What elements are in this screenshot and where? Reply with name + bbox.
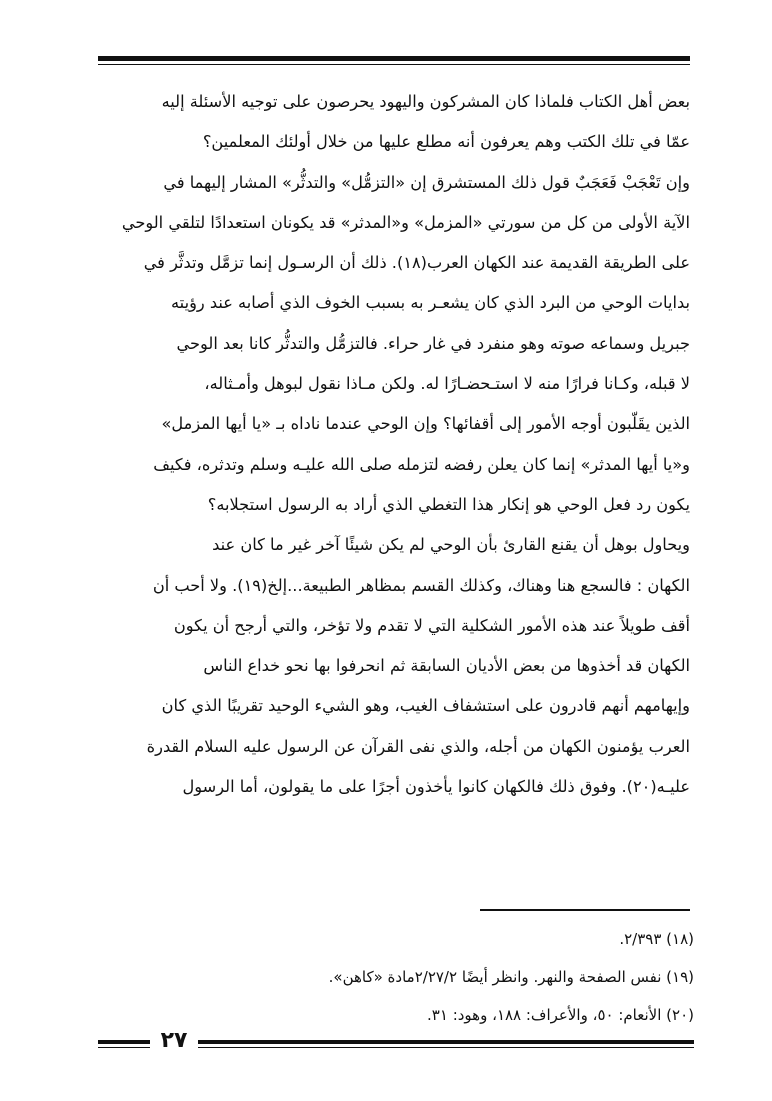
footer-rule-right: [198, 1040, 694, 1044]
text-line: وإن تَعْجَبْ فَعَجَبٌ قول ذلك المستشرق إن «التزمُّل» والتدثُّر» المشار إليهما في: [163, 172, 690, 192]
text-line: العرب يؤمنون الكهان من أجله، والذي نفى القرآن عن الرسول عليه السلام القدرة: [146, 736, 690, 756]
text-line: يكون رد فعل الوحي هو إنكار هذا التغطي الذي أراد به الرسول استجلابه؟: [207, 494, 690, 514]
page-number: ٢٧: [160, 1028, 188, 1053]
text-line: أقف طويلاً عند هذه الأمور الشكلية التي لا تقدم ولا تؤخر، والتي أرجح أن يكون: [173, 615, 690, 635]
text-line: بدايات الوحي من البرد الذي كان يشعـر به بسبب الخوف الذي أصابه عند رؤيته: [171, 293, 690, 313]
text-line: جبريل وسماعه صوته وهو منفرد في غار حراء. فالتزمُّل والتدثُّر كانا بعد الوحي: [176, 333, 690, 353]
footnotes: [98, 920, 694, 1034]
header-rule-thin: [98, 64, 690, 65]
text-line: الذين يقَلّبون أوجه الأمور إلى أقفائها؟ وإن الوحي عندما ناداه بـ «يا أيها المزمل»: [161, 414, 690, 434]
text-line: وإيهامهم أنهم قادرون على استشفاف الغيب، وهو الشيء الوحيد تقريبًا الذي كان: [161, 696, 690, 716]
footer-rule-right-thin: [198, 1047, 694, 1048]
footnote-separator: [480, 909, 690, 911]
footer-rule-left: [98, 1040, 150, 1044]
text-line: الكهان قد أخذوها من بعض الأديان السابقة ثم انحرفوا بها نحو خداع الناس: [203, 656, 690, 676]
footnote-18: (١٨) ٢/٣٩٣.: [619, 930, 694, 948]
footnote-19: (١٩) نفس الصفحة والنهر. وانظر أيضًا ٢/٢٧/٢مادة «كاهن».: [328, 968, 694, 986]
text-line: على الطريقة القديمة عند الكهان العرب(١٨). ذلك أن الرسـول إنما تزمَّل وتدثَّر في: [143, 253, 690, 273]
text-line: عمّا في تلك الكتب وهم يعرفون أنه مطلع عليها من خلال أولئك المعلمين؟: [202, 132, 690, 152]
text-line: الآية الأولى من كل من سورتي «المزمل» و«المدثر» قد يكونان استعدادًا لتلقي الوحي: [121, 212, 690, 232]
text-line: ويحاول بوهل أن يقنع القارئ بأن الوحي لم يكن شيئًا آخر غير ما كان عند: [212, 535, 690, 555]
body-text: [98, 82, 690, 807]
footer-rule-left-thin: [98, 1047, 150, 1048]
text-line: لا قبله، وكـانا فرارًا منه لا استـحضـارًا له. ولكن مـاذا نقول لبوهل وأمـثاله،: [204, 374, 690, 394]
page-footer: [98, 1030, 694, 1060]
text-line: عليـه(٢٠). وفوق ذلك فالكهان كانوا يأخذون أجرًا على ما يقولون، أما الرسول: [182, 777, 690, 797]
text-line: و«يا أيها المدثر» إنما كان يعلن رفضه لتزمله صلى الله عليـه وسلم وتدثره، فكيف: [153, 454, 690, 474]
text-line: بعض أهل الكتاب فلماذا كان المشركون واليهود يحرصون على توجيه الأسئلة إليه: [161, 92, 690, 111]
text-line: الكهان : فالسجع هنا وهناك، وكذلك القسم بمظاهر الطبيعة...إلخ(١٩). ولا أحب أن: [152, 575, 690, 595]
footnote-20: (٢٠) الأنعام: ٥٠، والأعراف: ١٨٨، وهود: ٣١.: [427, 1006, 694, 1024]
header-rule: [98, 56, 690, 61]
